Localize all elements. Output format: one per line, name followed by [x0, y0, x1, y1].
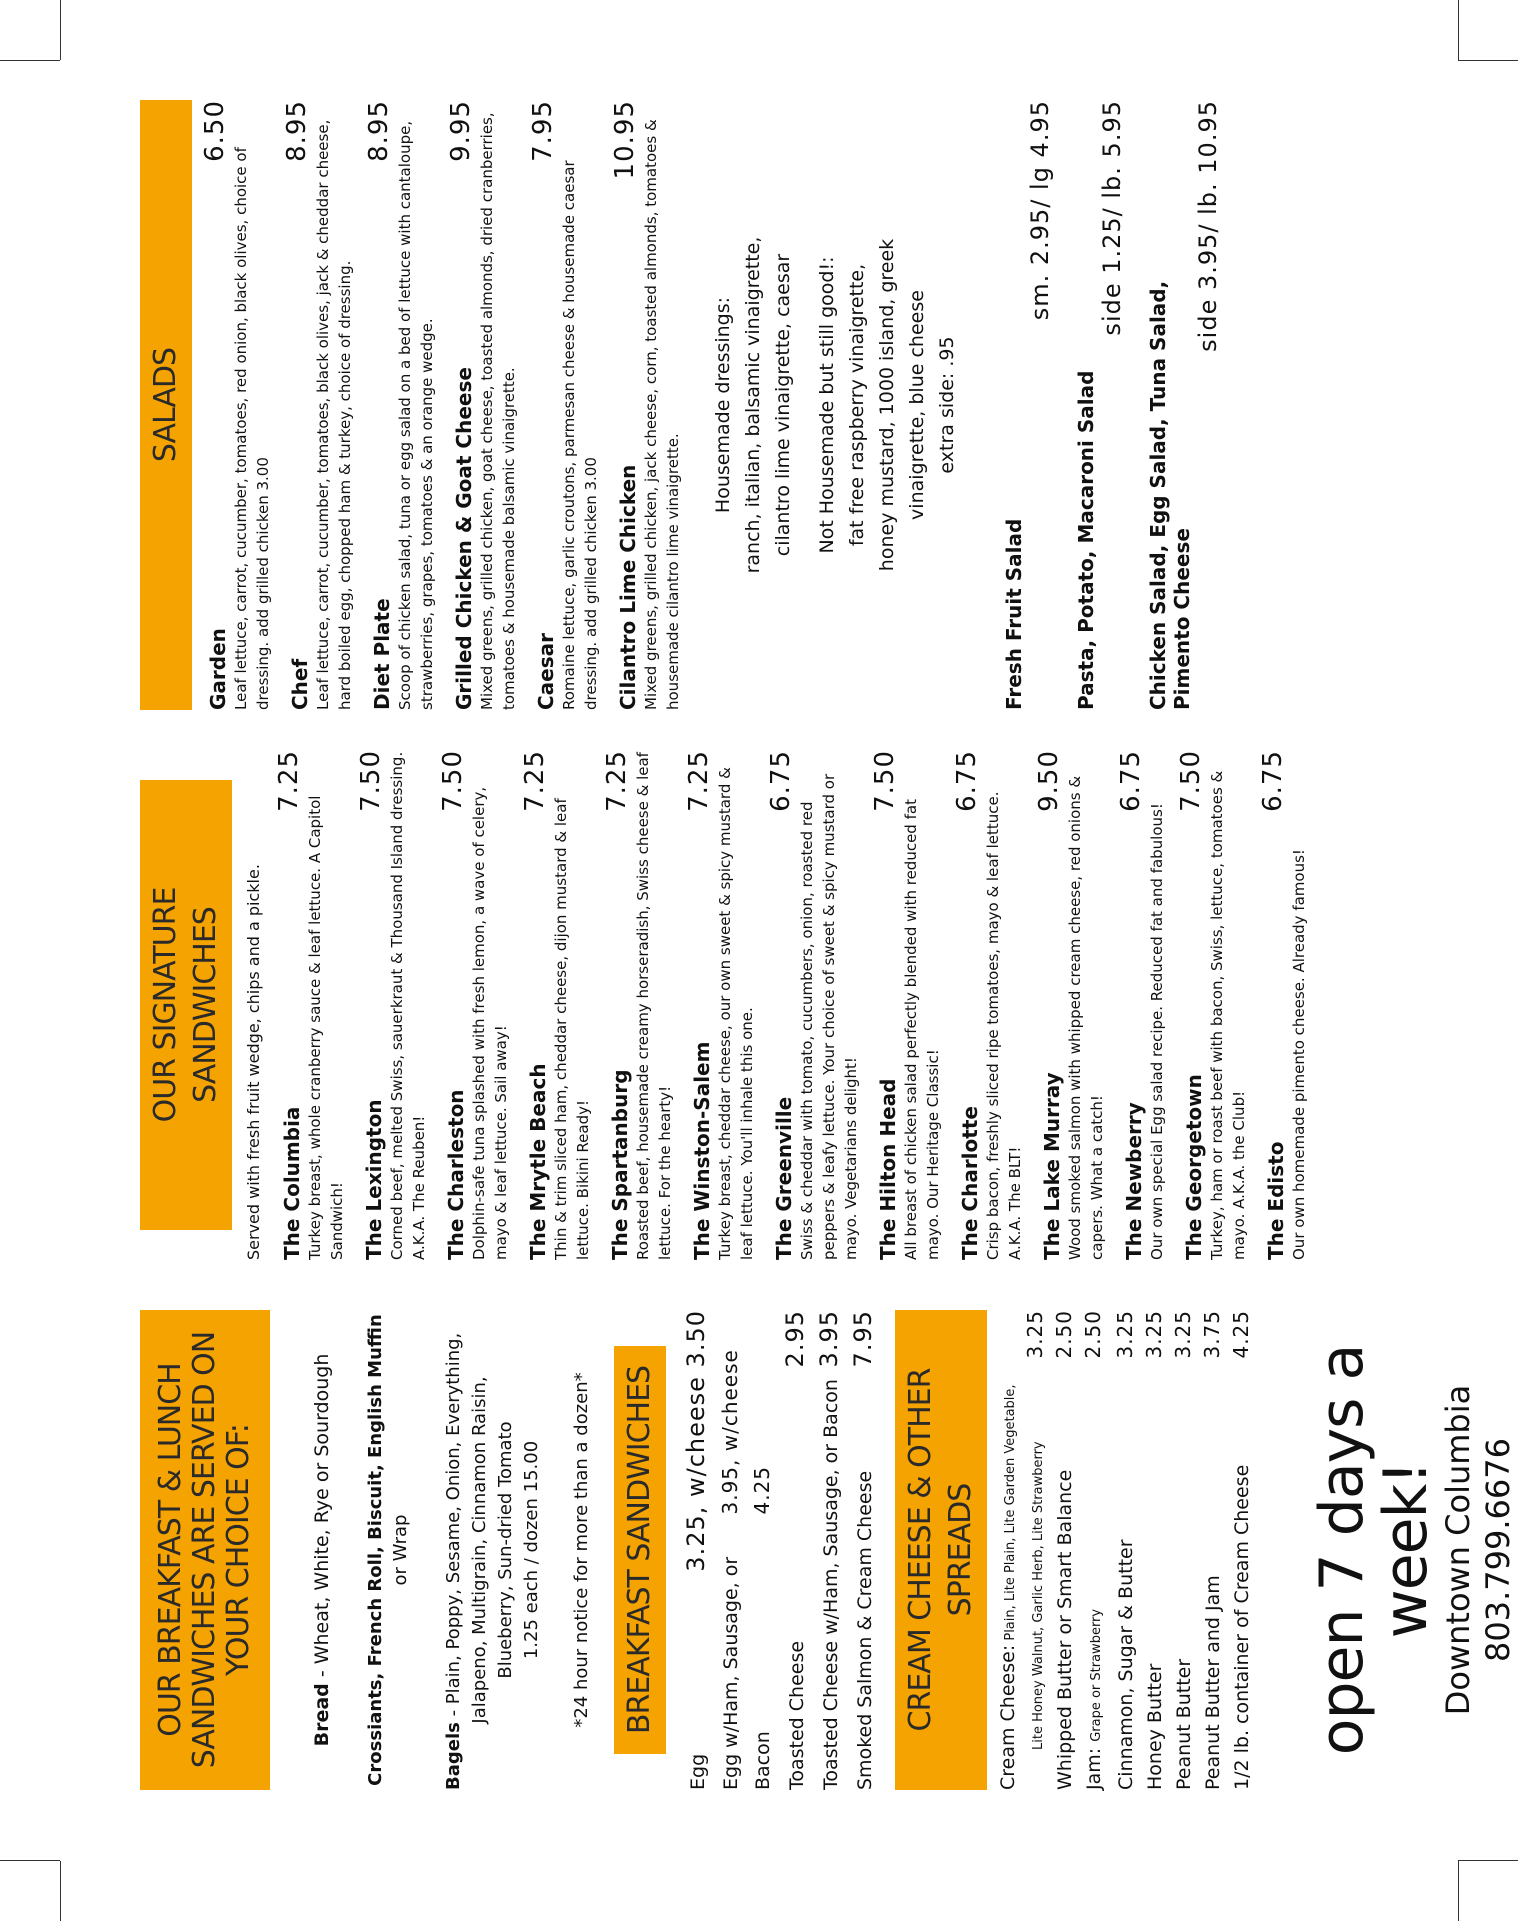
item-name: The Columbia: [280, 1106, 304, 1260]
item-name: The Mrytle Beach: [526, 1063, 550, 1260]
roll-wrap: or Wrap: [390, 1514, 411, 1586]
cream-cheese-flavors: Plain, Lite Plain, Lite Garden Vegetable,: [1003, 1384, 1018, 1645]
signature-sandwich-list: [274, 750, 1310, 1260]
list-item: [779, 1310, 813, 1790]
menu-item: [446, 100, 520, 710]
jam-flavors: Grape or Strawberry: [1089, 1608, 1104, 1742]
item-price: 7.25: [274, 750, 304, 812]
menu-item: [952, 750, 1026, 1260]
item-name: Whipped Butter or Smart Balance: [1054, 1469, 1076, 1790]
bread-options: [310, 1310, 335, 1790]
item-name: Jam:: [1083, 1741, 1105, 1790]
menu-item: [520, 750, 594, 1260]
item-description: Mixed greens, grilled chicken, goat cheese, toasted almonds, dried cranberries, tomatoes & housemade balsamic vinaigrette.: [478, 112, 518, 710]
crop-mark: [1458, 0, 1459, 60]
item-name: The Spartanburg: [608, 1069, 632, 1260]
menu-item: [528, 100, 602, 710]
item-price: 9.50: [1034, 750, 1064, 812]
location: Downtown Columbia: [1439, 1384, 1477, 1716]
item-name: 1/2 lb. container of Cream Cheese: [1231, 1464, 1253, 1790]
item-description: Corned beef, melted Swiss, sauerkraut & Thousand Island dressing. A.K.A. The Reuben!: [388, 751, 428, 1260]
list-item: [1198, 1310, 1227, 1790]
menu-item: [1116, 750, 1168, 1260]
item-name: Garden: [206, 628, 230, 710]
item-description: Wood smoked salmon with whipped cream cheese, red onions & capers. What a catch!: [1066, 775, 1106, 1260]
item-price: 6.75: [952, 750, 982, 812]
item-description: Turkey breast, cheddar cheese, our own sweet & spicy mustard & leaf lettuce. You'll inhale this one.: [716, 767, 756, 1260]
menu-column-right: [140, 100, 1420, 710]
breakfast-sandwich-list: [680, 1310, 881, 1790]
item-name: Toasted Cheese: [786, 1640, 808, 1790]
menu-item: [356, 750, 430, 1260]
menu-item: [610, 100, 684, 710]
side-price: side 3.95/ lb. 10.95: [1194, 100, 1222, 352]
list-item: [847, 1310, 881, 1790]
spreads-banner: CREAM CHEESE & OTHER SPREADS: [895, 1310, 987, 1790]
phone-number: 803.799.6676: [1479, 1438, 1517, 1662]
item-header: [528, 100, 558, 710]
item-name: The Hilton Head: [876, 1078, 900, 1260]
dressings-title: Housemade dressings:: [712, 296, 734, 514]
item-description: Leaf lettuce, carrot, cucumber, tomatoes, black olives, jack & cheddar cheese, hard boiled egg, chopped ham & turkey, choice of dressing.: [314, 119, 354, 710]
side-salads: [1002, 100, 1222, 710]
item-price: 7.25: [602, 750, 632, 812]
crop-mark: [0, 1860, 60, 1861]
item-description: Turkey breast, whole cranberry sauce & leaf lettuce. A Capitol Sandwich!: [306, 795, 346, 1260]
bagels-label: Bagels: [443, 1722, 464, 1790]
menu-item: [1176, 750, 1250, 1260]
dressings-line: honey mustard, 1000 island, greek: [876, 238, 898, 572]
item-header: [1034, 750, 1064, 1260]
bagels-line: Jalapeno, Multigrain, Cinnamon Raisin,: [469, 1376, 490, 1724]
bagels-line: Blueberry, Sun-dried Tomato: [495, 1421, 516, 1679]
dressings-line: fat free raspberry vinaigrette,: [846, 263, 868, 547]
menu-item: [1034, 750, 1108, 1260]
item-header: [684, 750, 714, 1260]
bread-text: - Wheat, White, Rye or Sourdough: [311, 1353, 333, 1684]
item-description: Romaine lettuce, garlic croutons, parmesan cheese & housemade caesar dressing. add grilled chicken 3.00: [560, 160, 600, 710]
dressings-line: vinaigrette, blue cheese: [906, 290, 928, 520]
open-headline: open 7 days a week!: [1307, 1344, 1441, 1756]
item-header: [438, 750, 468, 1260]
cream-cheese-item: [995, 1310, 1024, 1790]
salad-list: [200, 100, 684, 710]
menu-item: [870, 750, 944, 1260]
dozen-notice: *24 hour notice for more than a dozen*: [571, 1372, 592, 1728]
item-name: Cinnamon, Sugar & Butter: [1115, 1539, 1137, 1790]
bagel-options: [441, 1310, 545, 1790]
item-name: The Winston-Salem: [690, 1041, 714, 1260]
crop-mark: [1458, 1861, 1459, 1921]
item-price: 6.75: [1258, 750, 1288, 812]
item-name: Toasted Cheese w/Ham, Sausage, or Bacon: [820, 1379, 842, 1790]
list-item: [1050, 1310, 1079, 1790]
bagels-price: 1.25 each / dozen 15.00: [521, 1440, 542, 1660]
list-item: [1169, 1310, 1198, 1790]
item-price: 2.95: [781, 1310, 809, 1368]
cream-cheese-line2: [1024, 1310, 1050, 1790]
item-price: 7.25: [684, 750, 714, 812]
item-name: Egg w/Ham, Sausage, or Bacon: [720, 1556, 774, 1790]
item-header: [870, 750, 900, 1260]
item-name: The Charlotte: [958, 1106, 982, 1260]
item-header: [446, 100, 476, 710]
item-name: Chef: [288, 658, 312, 710]
housemade-dressings: [708, 100, 798, 710]
list-item: [680, 1310, 714, 1790]
item-name: The Charleston: [444, 1089, 468, 1260]
item-price: 6.50: [200, 100, 230, 162]
item-header: [274, 750, 304, 1260]
item-name: The Edisto: [1264, 1141, 1288, 1260]
item-price: 10.95: [610, 100, 640, 180]
item-price: 7.25: [520, 750, 550, 812]
menu-item: [766, 750, 862, 1260]
dressings-title: Not Housemade but still good!:: [816, 256, 838, 554]
menu-item: [274, 750, 348, 1260]
item-name: The Greenville: [772, 1096, 796, 1260]
list-item: [1079, 1310, 1111, 1790]
crop-mark: [60, 1861, 61, 1921]
item-header: [200, 100, 230, 710]
item-price: 3.25, w/cheese 3.50: [682, 1310, 710, 1572]
item-header: [282, 100, 312, 710]
bread-choice-banner: OUR BREAKFAST & LUNCH SANDWICHES ARE SERVED ON YOUR CHOICE OF:: [140, 1310, 270, 1790]
item-name: The Georgetown: [1182, 1074, 1206, 1260]
crop-mark: [1458, 60, 1518, 61]
item-header: [1116, 750, 1146, 1260]
crop-mark: [0, 60, 60, 61]
item-description: Leaf lettuce, carrot, cucumber, tomatoes, red onion, black olives, choice of dressing. add grilled chicken 3.00: [232, 147, 272, 710]
list-item: [714, 1310, 779, 1790]
dressings-line: ranch, italian, balsamic vinaigrette,: [742, 236, 764, 574]
crop-mark: [60, 0, 61, 60]
menu-item: [282, 100, 356, 710]
menu-column-left: [140, 1310, 1517, 1790]
item-description: Crisp bacon, freshly sliced ripe tomatoes, mayo & leaf lettuce. A.K.A. The BLT!: [984, 791, 1024, 1260]
item-name: Diet Plate: [370, 598, 394, 710]
item-header: [610, 100, 640, 710]
menu-item: [684, 750, 758, 1260]
menu-column-middle: [140, 750, 1420, 1260]
item-description: Roasted beef, housemade creamy horseradish, Swiss cheese & leaf lettuce. For the hearty!: [634, 752, 674, 1260]
item-price: 4.25: [1229, 1310, 1253, 1359]
item-price: 3.95: [815, 1310, 843, 1368]
item-name: The Newberry: [1122, 1102, 1146, 1260]
item-price: 3.95, w/cheese 4.25: [718, 1349, 774, 1515]
item-header: [520, 750, 550, 1260]
list-item: [1227, 1310, 1256, 1790]
item-name: Peanut Butter: [1173, 1658, 1195, 1790]
side-name: Fresh Fruit Salad: [1002, 518, 1026, 710]
item-header: [364, 100, 394, 710]
item-name: The Lake Murray: [1040, 1072, 1064, 1260]
item-name: Grilled Chicken & Goat Cheese: [452, 367, 476, 710]
cream-cheese-label: Cream Cheese:: [997, 1644, 1019, 1790]
item-price: 8.95: [364, 100, 394, 162]
item-price: 7.50: [870, 750, 900, 812]
item-description: Turkey, ham or roast beef with bacon, Swiss, lettuce, tomatoes & mayo. A.K.A. the Club!: [1208, 770, 1248, 1260]
item-price: 2.50: [1052, 1310, 1076, 1359]
side-name: Pasta, Potato, Macaroni Salad: [1074, 370, 1098, 710]
item-price: 7.50: [1176, 750, 1206, 812]
extra-side-price: extra side: .95: [936, 336, 958, 474]
menu-page: [140, 100, 1517, 1790]
item-description: Dolphin-safe tuna splashed with fresh lemon, a wave of celery, mayo & leaf lettuce. Sail away!: [470, 786, 510, 1260]
item-header: [602, 750, 632, 1260]
list-item: [1140, 1310, 1169, 1790]
item-name: The Lexington: [362, 1099, 386, 1260]
other-dressings: [812, 100, 962, 710]
item-name: Honey Butter: [1144, 1663, 1166, 1790]
item-description: All breast of chicken salad perfectly blended with reduced fat mayo. Our Heritage Classic!: [902, 799, 942, 1260]
crop-mark: [1458, 1860, 1518, 1861]
item-price: 3.25: [1023, 1310, 1047, 1359]
item-price: 3.25: [1142, 1310, 1166, 1359]
signature-intro: Served with fresh fruit wedge, chips and a pickle.: [244, 864, 263, 1260]
item-description: Thin & trim sliced ham, cheddar cheese, dijon mustard & leaf lettuce. Bikini Ready!: [552, 798, 592, 1260]
item-price: 7.50: [356, 750, 386, 812]
item-price: 3.25: [1171, 1310, 1195, 1359]
item-header: [1258, 750, 1288, 1260]
menu-item: [438, 750, 512, 1260]
item-name: Caesar: [534, 632, 558, 710]
menu-item: [200, 100, 274, 710]
item-header: [1176, 750, 1206, 1260]
menu-item: [602, 750, 676, 1260]
dressings-line: cilantro lime vinaigrette, caesar: [772, 253, 794, 557]
side-price: side 1.25/ lb. 5.95: [1098, 100, 1126, 336]
item-name: Egg: [687, 1753, 709, 1790]
item-header: [952, 750, 982, 1260]
bagels-text: - Plain, Poppy, Sesame, Onion, Everything,: [443, 1332, 464, 1723]
item-header: [356, 750, 386, 1260]
item-description: Mixed greens, grilled chicken, jack cheese, corn, toasted almonds, tomatoes & housemade cilantro lime vinaigrette.: [642, 119, 682, 710]
breakfast-sandwiches-banner: BREAKFAST SANDWICHES: [614, 1346, 666, 1754]
side-name: Chicken Salad, Egg Salad, Tuna Salad, Pimento Cheese: [1146, 280, 1194, 710]
item-header: [766, 750, 796, 1260]
cream-cheese-flavors-more: Lite Honey Walnut, Garlic Herb, Lite Strawberry: [1031, 1441, 1046, 1750]
item-description: Our own special Egg salad recipe. Reduced fat and fabulous!: [1148, 803, 1166, 1260]
item-name: Peanut Butter and Jam: [1202, 1575, 1224, 1790]
item-price: 8.95: [282, 100, 312, 162]
item-price: 3.25: [1113, 1310, 1137, 1359]
item-price: 2.50: [1081, 1310, 1105, 1359]
bread-label: Bread: [311, 1683, 333, 1747]
item-price: 6.75: [766, 750, 796, 812]
item-price: 7.95: [528, 100, 558, 162]
item-price: 9.95: [446, 100, 476, 162]
signature-sandwiches-banner: OUR SIGNATURE SANDWICHES: [140, 780, 232, 1230]
item-name: Smoked Salmon & Cream Cheese: [854, 1470, 876, 1790]
item-price: 7.95: [849, 1310, 877, 1368]
salads-banner: SALADS: [140, 100, 192, 710]
side-price: sm. 2.95/ lg 4.95: [1026, 100, 1054, 321]
item-description: Swiss & cheddar with tomato, cucumbers, onion, roasted red peppers & leafy lettuce. Your choice of sweet & spicy mustard or mayo. Vegetarians delight!: [798, 773, 860, 1260]
menu-item: [364, 100, 438, 710]
item-price: 7.50: [438, 750, 468, 812]
item-description: Our own homemade pimento cheese. Already famous!: [1290, 849, 1308, 1260]
address-line: [1438, 1310, 1518, 1790]
item-name: Cilantro Lime Chicken: [616, 464, 640, 710]
list-item: [813, 1310, 847, 1790]
menu-item: [1258, 750, 1310, 1260]
list-item: [1111, 1310, 1140, 1790]
roll-options: [363, 1310, 413, 1790]
item-price: 6.75: [1116, 750, 1146, 812]
item-price: 3.75: [1200, 1310, 1224, 1359]
roll-names: Crossiants, French Roll, Biscuit, English Muffin: [365, 1314, 386, 1786]
item-description: Scoop of chicken salad, tuna or egg salad on a bed of lettuce with cantaloupe, strawberries, grapes, tomatoes & an orange wedge.: [396, 120, 436, 710]
spreads-list: [995, 1310, 1256, 1790]
